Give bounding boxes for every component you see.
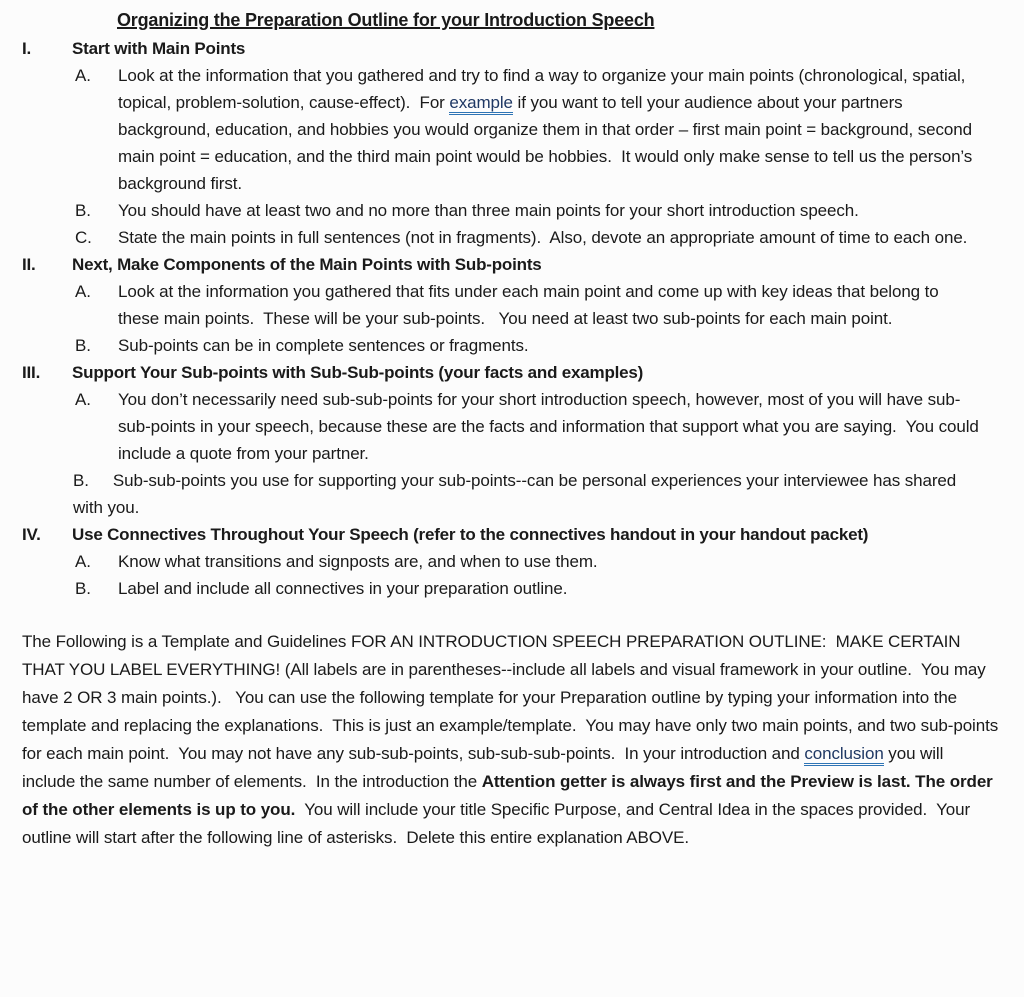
item-text [118,575,1024,602]
roman-numeral: III. [22,363,41,382]
item-text-run: Sub-points can be in complete sentences or fragments. [118,336,529,355]
outline-item [75,62,1024,197]
item-letter: B. [73,471,89,490]
item-letter: A. [75,66,91,85]
item-text-run: Sub-sub-points you use for supporting your sub-points--can be personal experiences your interviewee has shared with you. [73,471,961,517]
item-text [73,467,1024,521]
roman-numeral: I. [22,39,32,58]
item-text-run: if you want to tell your audience about your partners background, education, and hobbies you would organize them in that order – first main point = background, second main point = education, and the third main point would be hobbies. It would only make sense to tell us the person’s background first. [118,93,977,193]
outline-item [75,197,1024,224]
outline-item [75,575,1024,602]
section-heading-row [0,521,1024,548]
item-text-run: You should have at least two and no more than three main points for your short introduction speech. [118,201,859,220]
section-heading: Next, Make Components of the Main Points with Sub-points [72,255,542,274]
item-letter: A. [75,552,91,571]
item-text [118,224,1024,251]
item-text-run: Label and include all connectives in your preparation outline. [118,579,568,598]
closing-text-run: You will include your title Specific Purpose, and Central Idea in the spaces provided. Your outline will start after the following line of asterisks. Delete this entire explanation ABOVE. [22,800,975,847]
item-text [118,332,1024,359]
section-heading-row [0,359,1024,386]
item-letter: A. [75,282,91,301]
item-letter: B. [75,579,91,598]
item-text [118,278,1024,332]
closing-bold-run: Attention getter is always first and the Preview is last. The order of the other elements is up to you. [22,772,998,819]
closing-text-run: The Following is a Template and Guidelines FOR AN INTRODUCTION SPEECH PREPARATION OUTLINE: MAKE CERTAIN THAT YOU LABEL EVERYTHING! (All labels are in parentheses--include all labels and visual framework in your outline. You may have 2 OR 3 main points.). You can use the following template for your Preparation outline by typing your information into the template and replacing the explanations. This is just an example/template. You may have only two main points, and two sub-points for each main point. You may not have any sub-sub-points, sub-sub-sub-points. In your introduction and [22,632,1003,763]
section-heading: Use Connectives Throughout Your Speech (refer to the connectives handout in your handout packet) [72,525,869,544]
item-text-run: State the main points in full sentences (not in fragments). Also, devote an appropriate amount of time to each one. [118,228,968,247]
section-heading-row [0,251,1024,278]
section-heading: Start with Main Points [72,39,246,58]
outline-item [75,548,1024,575]
item-text [118,548,1024,575]
conclusion-link[interactable]: conclusion [804,744,883,766]
example-link[interactable]: example [449,93,513,115]
outline-section-2 [0,251,1024,359]
item-letter: C. [75,228,92,247]
closing-text-run: you will include the same number of elements. In the introduction the [22,744,948,791]
outline-item [73,467,1024,521]
roman-numeral: II. [22,255,36,274]
item-text-run: Know what transitions and signposts are, and when to use them. [118,552,598,571]
roman-numeral: IV. [22,525,41,544]
outline-item [75,224,1024,251]
outline-item [75,386,1024,467]
outline-section-3 [0,359,1024,521]
closing-paragraph [22,628,1003,852]
item-letter: A. [75,390,91,409]
document-title: Organizing the Preparation Outline for your Introduction Speech [117,10,655,30]
item-text [118,197,1024,224]
item-letter: B. [75,201,91,220]
title-row [117,7,1024,35]
section-heading: Support Your Sub-points with Sub-Sub-points (your facts and examples) [72,363,644,382]
outline-item [75,278,1024,332]
item-text [118,386,1024,467]
item-text [118,62,1024,197]
item-letter: B. [75,336,91,355]
section-heading-row [0,35,1024,62]
outline-item [75,332,1024,359]
item-text-run: You don’t necessarily need sub-sub-points for your short introduction speech, however, most of you will have sub-sub-points in your speech, because these are the facts and information that support what you are saying. You could include a quote from your partner. [118,390,984,463]
item-text-run: Look at the information you gathered that fits under each main point and come up with key ideas that belong to these main points. These will be your sub-points. You need at least two sub-points for each main point. [118,282,944,328]
outline-section-4 [0,521,1024,602]
item-text-run: Look at the information that you gathered and try to find a way to organize your main points (chronological, spatial, topical, problem-solution, cause-effect). For [118,66,970,112]
outline-section-1 [0,35,1024,251]
